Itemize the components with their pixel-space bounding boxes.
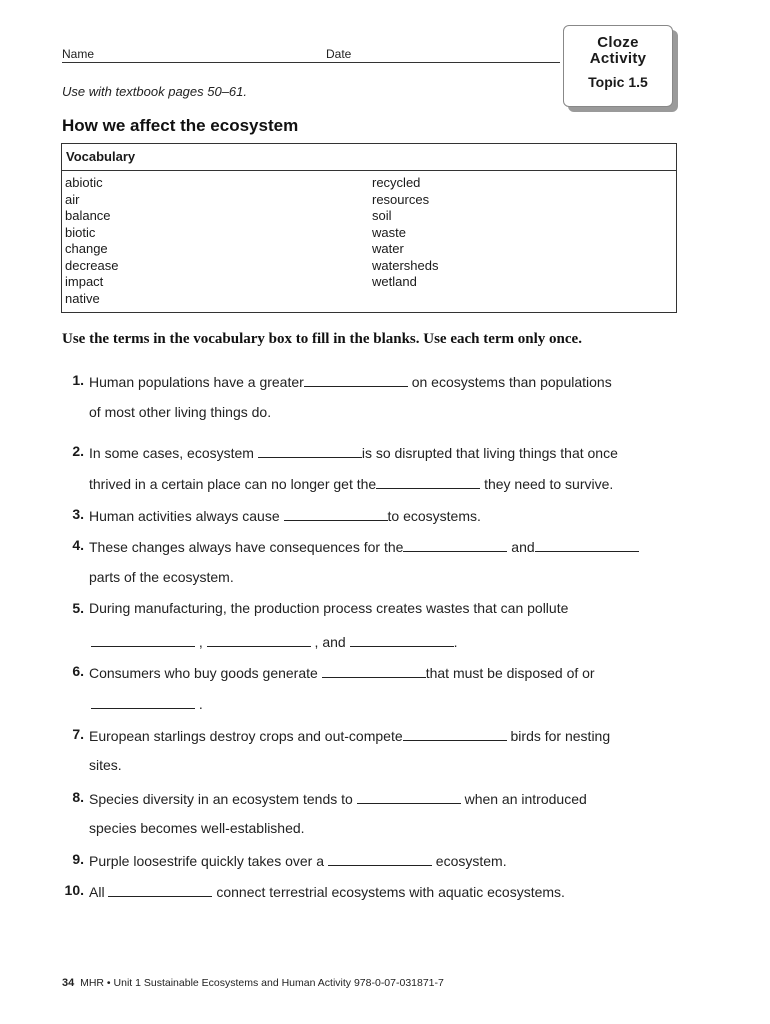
answer-blank[interactable] [91,632,195,647]
question-number: 6. [72,663,84,679]
question-8-line-2: species becomes well-established. [89,820,305,836]
vocab-term: change [65,241,108,256]
question-10-line-1: All connect terrestrial ecosystems with aquatic ecosystems. [89,884,565,900]
question-7-line-2: sites. [89,757,122,773]
question-7-line-1: European starlings destroy crops and out-compete birds for nesting [89,728,611,744]
answer-blank[interactable] [258,443,362,458]
question-number: 3. [72,506,84,522]
page-title: How we affect the ecosystem [62,116,299,135]
vocab-term: water [372,241,404,256]
question-4-line-1: These changes always have consequences for the and [89,537,639,555]
question-2-line-2: thrived in a certain place can no longer get the they need to survive. [89,476,614,492]
vocab-term: abiotic [65,175,103,190]
answer-blank[interactable] [304,372,408,387]
intro-text: Use with textbook pages 50–61. [62,84,248,99]
question-9-line-1: Purple loosestrife quickly takes over a ecosystem. [89,853,507,869]
vocab-term: impact [65,274,104,289]
vocabulary-column-2 [372,175,438,291]
footer-text: MHR • Unit 1 Sustainable Ecosystems and Human Activity 978-0-07-031871-7 [80,977,444,989]
badge-topic: Topic 1.5 [588,74,648,90]
question-number: 5. [72,600,84,616]
vocab-term: decrease [65,257,119,273]
vocab-term: balance [65,208,111,223]
question-number: 1. [72,372,84,388]
name-label: Name [62,47,95,61]
cloze-activity-badge [563,25,673,107]
question-1-line-1: Human populations have a greater on ecosystems than populations [89,374,612,390]
vocab-term: soil [372,208,392,223]
answer-blank[interactable] [350,632,454,647]
vocab-term: wetland [372,274,417,289]
instructions: Use the terms in the vocabulary box to fill in the blanks. Use each term only once. [62,331,582,347]
badge-line1: Cloze [597,34,639,51]
question-8-line-1: Species diversity in an ecosystem tends to when an introduced [89,791,587,807]
question-1-line-2: of most other living things do. [89,404,272,420]
page-number: 34 [62,977,75,989]
vocabulary-heading: Vocabulary [62,144,676,171]
question-number: 10. [64,882,84,898]
answer-blank[interactable] [357,789,461,804]
question-6-line-1: Consumers who buy goods generate that must be disposed of or [89,665,595,681]
vocab-term: biotic [65,224,96,240]
vocab-term: watersheds [372,257,439,273]
page-footer [62,977,444,989]
answer-blank[interactable] [322,663,426,678]
badge-line2: Activity [589,50,647,67]
question-4-line-2: parts of the ecosystem. [89,569,234,585]
date-label: Date [326,47,352,61]
answer-blank[interactable] [403,726,507,741]
answer-blank[interactable] [535,537,639,552]
question-2-line-1: In some cases, ecosystem is so disrupted that living things that once [89,445,618,461]
question-number: 2. [72,443,84,459]
answer-blank[interactable] [91,694,195,709]
question-3-line-1: Human activities always cause to ecosystems. [89,508,481,524]
question-number: 7. [72,726,84,742]
vocab-term: waste [372,224,406,240]
vocabulary-box [61,143,677,313]
vocabulary-column-1 [65,175,118,307]
answer-blank[interactable] [108,882,212,897]
question-6-line-2: . [91,694,203,712]
vocab-term: air [65,191,80,207]
vocab-term: native [65,290,100,306]
answer-blank[interactable] [328,851,432,866]
answer-blank[interactable] [403,537,507,552]
question-number: 9. [72,851,84,867]
vocab-term: resources [372,191,430,207]
vocab-term: recycled [372,175,421,190]
answer-blank[interactable] [284,506,388,521]
answer-blank[interactable] [207,632,311,647]
question-5-line-1: During manufacturing, the production process creates wastes that can pollute [89,600,569,616]
answer-blank[interactable] [376,474,480,489]
header-rule [62,62,560,63]
question-number: 4. [72,537,84,553]
question-5-line-2: , , and . [91,632,457,650]
question-number: 8. [72,789,84,805]
